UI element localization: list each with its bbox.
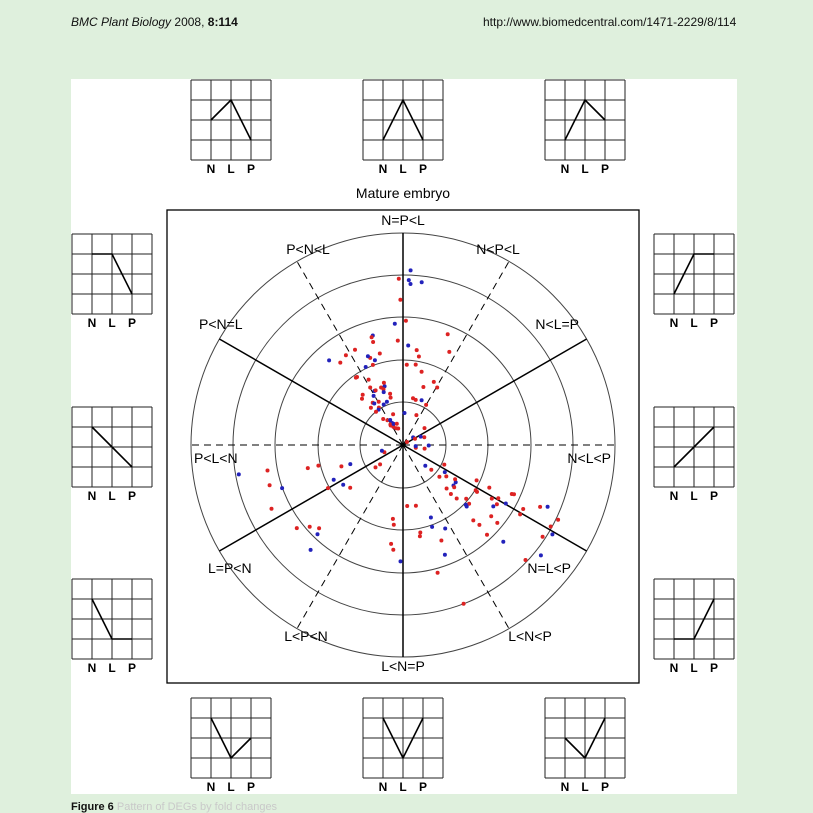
gene-point <box>521 507 525 511</box>
gene-point <box>422 435 426 439</box>
sector-label: L=P<N <box>208 560 252 576</box>
gene-point <box>518 512 522 516</box>
gene-point <box>420 398 424 402</box>
mini-axis-label: N <box>669 316 679 330</box>
mini-axis-label: L <box>399 780 407 794</box>
mini-axis-label: N <box>87 661 97 675</box>
gene-point <box>423 426 427 430</box>
sector-label: L<N<P <box>508 628 552 644</box>
mini-axis-label: N <box>206 162 216 176</box>
gene-point <box>556 518 560 522</box>
gene-point <box>374 410 378 414</box>
gene-point <box>495 521 499 525</box>
gene-point <box>462 602 466 606</box>
gene-point <box>436 571 440 575</box>
gene-point <box>388 392 392 396</box>
gene-point <box>355 375 359 379</box>
polar-spoke-8 <box>297 445 403 629</box>
gene-point <box>447 350 451 354</box>
mini-axis-label: L <box>690 661 698 675</box>
gene-point <box>471 518 475 522</box>
gene-point <box>443 527 447 531</box>
mini-pattern-left-2 <box>72 407 152 503</box>
gene-point <box>397 277 401 281</box>
gene-point <box>317 526 321 530</box>
gene-point <box>391 548 395 552</box>
gene-point <box>348 486 352 490</box>
gene-point <box>378 462 382 466</box>
gene-point <box>414 363 418 367</box>
gene-point <box>382 381 386 385</box>
mini-axis-label: N <box>560 162 570 176</box>
mini-axis-label: L <box>399 162 407 176</box>
gene-point <box>270 507 274 511</box>
gene-point <box>413 437 417 441</box>
mini-axis-label: N <box>87 316 97 330</box>
sector-label: N<P<L <box>476 241 520 257</box>
gene-point <box>389 396 393 400</box>
mini-axis-label: N <box>378 162 388 176</box>
mini-axis-label: L <box>227 162 235 176</box>
mini-axis-label: N <box>206 780 216 794</box>
gene-point <box>377 400 381 404</box>
sector-label: P<N<L <box>286 241 330 257</box>
gene-point <box>396 339 400 343</box>
gene-point <box>409 282 413 286</box>
gene-point <box>464 497 468 501</box>
gene-point <box>391 517 395 521</box>
gene-point <box>453 477 457 481</box>
gene-point <box>237 472 241 476</box>
gene-point <box>403 411 407 415</box>
polar-spoke-5 <box>403 445 587 551</box>
gene-point <box>485 533 489 537</box>
mini-axis-label: L <box>690 316 698 330</box>
sector-label: N=P<L <box>381 212 425 228</box>
mini-axis-label: P <box>127 661 137 675</box>
gene-point <box>404 319 408 323</box>
sector-label: N=L<P <box>527 560 571 576</box>
gene-point <box>429 468 433 472</box>
mini-pattern-right-3 <box>654 579 734 675</box>
gene-point <box>439 539 443 543</box>
gene-point <box>382 403 386 407</box>
gene-point <box>418 531 422 535</box>
gene-point <box>353 348 357 352</box>
figure-label: Figure 6 <box>71 801 114 813</box>
gene-point <box>381 417 385 421</box>
gene-point <box>538 505 542 509</box>
gene-point <box>446 332 450 336</box>
gene-point <box>394 426 398 430</box>
journal-volume: 8:114 <box>207 15 238 29</box>
gene-point <box>443 470 447 474</box>
gene-point <box>405 504 409 508</box>
gene-point <box>295 526 299 530</box>
gene-point <box>541 535 545 539</box>
gene-point <box>339 464 343 468</box>
gene-point <box>367 378 371 382</box>
figure-title: Mature embryo <box>355 185 451 201</box>
gene-point <box>405 363 409 367</box>
gene-point <box>308 525 312 529</box>
gene-point <box>361 393 365 397</box>
gene-point <box>407 278 411 282</box>
gene-point <box>491 504 495 508</box>
mini-axis-label: P <box>709 316 719 330</box>
gene-point <box>360 397 364 401</box>
gene-point <box>372 394 376 398</box>
mini-axis-label: L <box>690 489 698 503</box>
gene-point <box>411 396 415 400</box>
gene-point <box>414 413 418 417</box>
gene-point <box>392 523 396 527</box>
gene-point <box>415 348 419 352</box>
gene-point <box>393 322 397 326</box>
gene-point <box>371 340 375 344</box>
mini-axis-label: L <box>108 661 116 675</box>
gene-point <box>374 465 378 469</box>
gene-point <box>464 503 468 507</box>
mini-pattern-top-3 <box>545 80 625 176</box>
gene-point <box>332 478 336 482</box>
sector-label: P<N=L <box>199 316 243 332</box>
gene-point <box>373 358 377 362</box>
gene-point <box>378 352 382 356</box>
mini-axis-label: L <box>227 780 235 794</box>
gene-point <box>442 463 446 467</box>
mini-axis-label: P <box>418 162 428 176</box>
gene-point <box>430 525 434 529</box>
gene-point <box>409 268 413 272</box>
gene-point <box>399 559 403 563</box>
gene-point <box>389 542 393 546</box>
journal-citation <box>71 15 238 29</box>
gene-point <box>549 525 553 529</box>
gene-point <box>391 412 395 416</box>
mini-axis-label: P <box>709 489 719 503</box>
gene-point <box>368 386 372 390</box>
mini-pattern-bottom-3 <box>545 698 625 794</box>
gene-point <box>452 485 456 489</box>
gene-point <box>341 483 345 487</box>
sector-label: L<P<N <box>284 628 328 644</box>
gene-point <box>449 492 453 496</box>
mini-axis-label: L <box>581 780 589 794</box>
gene-point <box>546 505 550 509</box>
gene-point <box>419 435 423 439</box>
mini-axis-label: P <box>127 489 137 503</box>
gene-point <box>266 469 270 473</box>
gene-point <box>382 390 386 394</box>
gene-point <box>374 388 378 392</box>
mini-axis-label: P <box>246 162 256 176</box>
mini-axis-label: P <box>127 316 137 330</box>
gene-point <box>344 353 348 357</box>
mini-pattern-top-2 <box>363 80 443 176</box>
figure-caption <box>71 801 277 813</box>
gene-point <box>316 532 320 536</box>
gene-point <box>474 488 478 492</box>
gene-point <box>414 504 418 508</box>
gene-point <box>490 497 494 501</box>
gene-point <box>423 447 427 451</box>
gene-point <box>405 440 409 444</box>
gene-point <box>309 548 313 552</box>
mini-axis-label: N <box>669 661 679 675</box>
mini-pattern-bottom-1 <box>191 698 271 794</box>
gene-point <box>369 406 373 410</box>
mini-axis-label: N <box>669 489 679 503</box>
sector-label: P<L<N <box>194 450 238 466</box>
journal-name: BMC Plant Biology <box>71 15 172 29</box>
sector-label: N<L<P <box>567 450 611 466</box>
mini-pattern-left-3 <box>72 579 152 675</box>
gene-point <box>475 478 479 482</box>
gene-point <box>427 444 431 448</box>
gene-point <box>418 534 422 538</box>
gene-point <box>370 335 374 339</box>
mini-axis-label: L <box>108 316 116 330</box>
mini-axis-label: P <box>600 780 610 794</box>
mini-axis-label: P <box>600 162 610 176</box>
gene-point <box>489 514 493 518</box>
figure-caption-text: Pattern of DEGs by fold changes <box>116 801 278 813</box>
gene-point <box>429 516 433 520</box>
gene-point <box>487 486 491 490</box>
gene-point <box>366 354 370 358</box>
mini-pattern-right-2 <box>654 407 734 503</box>
gene-point <box>338 361 342 365</box>
gene-point <box>372 402 376 406</box>
gene-point <box>444 474 448 478</box>
gene-point <box>504 502 508 506</box>
mini-axis-label: N <box>378 780 388 794</box>
gene-point <box>406 344 410 348</box>
mini-axis-label: L <box>581 162 589 176</box>
mini-pattern-right-1 <box>654 234 734 330</box>
gene-point <box>420 280 424 284</box>
gene-point <box>420 370 424 374</box>
mini-axis-label: N <box>87 489 97 503</box>
mini-pattern-top-1 <box>191 80 271 176</box>
sector-label: N<L=P <box>535 316 579 332</box>
figure-panel <box>71 79 737 794</box>
gene-point <box>443 553 447 557</box>
gene-point <box>477 523 481 527</box>
polar-spoke-12 <box>297 261 403 445</box>
article-url[interactable]: http://www.biomedcentral.com/1471-2229/8/114 <box>483 15 737 29</box>
gene-point <box>417 355 421 359</box>
gene-point <box>495 502 499 506</box>
gene-point <box>455 497 459 501</box>
gene-point <box>550 532 554 536</box>
gene-point <box>364 365 368 369</box>
gene-point <box>414 444 418 448</box>
gene-point <box>437 475 441 479</box>
polar-spoke-2 <box>403 261 509 445</box>
gene-point <box>380 449 384 453</box>
gene-point <box>268 483 272 487</box>
gene-point <box>280 486 284 490</box>
gene-point <box>501 540 505 544</box>
gene-point <box>496 496 500 500</box>
sector-label: L<N=P <box>381 658 425 674</box>
journal-year: 2008, <box>174 15 205 29</box>
gene-point <box>395 422 399 426</box>
mini-axis-label: N <box>560 780 570 794</box>
gene-point <box>327 358 331 362</box>
gene-point <box>432 380 436 384</box>
gene-point <box>435 386 439 390</box>
gene-point <box>306 466 310 470</box>
gene-point <box>539 553 543 557</box>
gene-point <box>398 298 402 302</box>
gene-point <box>524 558 528 562</box>
gene-point <box>423 464 427 468</box>
gene-point <box>445 487 449 491</box>
polar-spoke-9 <box>219 445 403 551</box>
mini-axis-label: P <box>246 780 256 794</box>
gene-point <box>510 492 514 496</box>
gene-point <box>424 403 428 407</box>
mini-axis-label: P <box>709 661 719 675</box>
gene-point <box>348 462 352 466</box>
polar-spoke-3 <box>403 339 587 445</box>
gene-point <box>371 363 375 367</box>
polar-pattern-figure <box>71 79 737 794</box>
mini-pattern-left-1 <box>72 234 152 330</box>
gene-point <box>316 464 320 468</box>
gene-point <box>421 385 425 389</box>
gene-point <box>388 418 392 422</box>
gene-point <box>385 400 389 404</box>
gene-point <box>326 486 330 490</box>
mini-axis-label: L <box>108 489 116 503</box>
mini-pattern-bottom-2 <box>363 698 443 794</box>
mini-axis-label: P <box>418 780 428 794</box>
